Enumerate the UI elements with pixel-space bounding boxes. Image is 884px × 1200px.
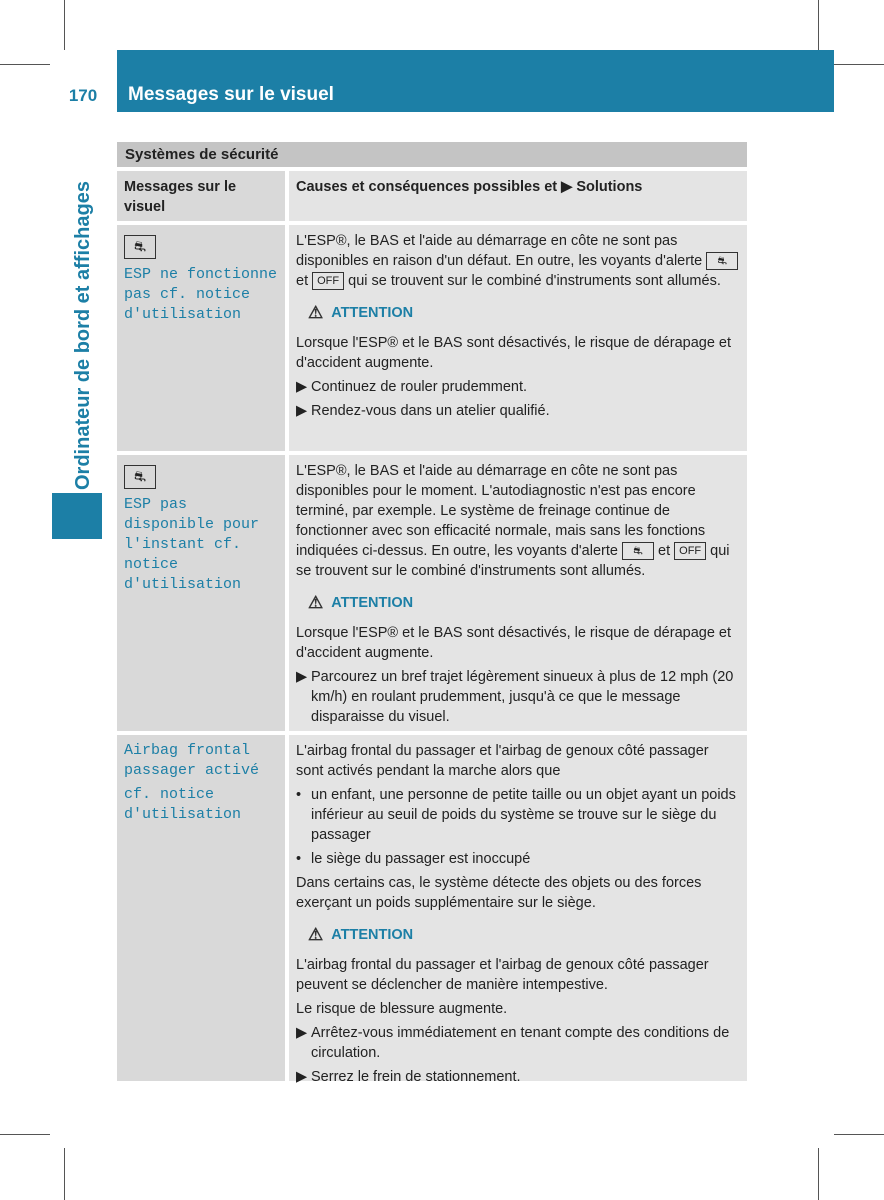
cause-cell xyxy=(289,735,747,1085)
warning-text: Lorsque l'ESP® et le BAS sont désactivés, le risque de dérapage et d'accident augmente. xyxy=(296,625,732,661)
attention-label: ATTENTION xyxy=(331,305,414,321)
bullet-icon: • xyxy=(296,787,302,803)
message-table xyxy=(117,142,747,1085)
step-arrow-icon: ▶ xyxy=(296,403,308,419)
warning-triangle-icon: ⚠ xyxy=(308,925,324,944)
step-arrow-icon: ▶ xyxy=(296,1025,308,1041)
warning-text: Lorsque l'ESP® et le BAS sont désactivés, le risque de dérapage et d'accident augmente. xyxy=(296,335,732,371)
table-row xyxy=(117,735,747,1085)
solution-step xyxy=(296,401,740,421)
cause-text-part: qui se trouvent sur le combiné d'instruments sont allumés. xyxy=(348,273,721,289)
warning-triangle-icon: ⚠ xyxy=(308,303,324,322)
condition-item xyxy=(296,785,740,845)
cause-text-part: et xyxy=(658,543,671,559)
attention-heading xyxy=(308,303,740,323)
attention-label: ATTENTION xyxy=(331,595,414,611)
esp-off-icon: OFF xyxy=(674,542,706,560)
step-arrow-icon: ▶ xyxy=(296,669,308,685)
side-tab-label: Ordinateur de bord et affichages xyxy=(72,181,94,490)
display-message-hint: cf. notice d'utilisation xyxy=(124,786,242,823)
crop-mark xyxy=(64,0,65,50)
esp-warning-icon: ⛐ xyxy=(124,465,156,489)
crop-mark xyxy=(834,1134,884,1135)
esp-warning-icon: ⛐ xyxy=(124,235,156,259)
esp-warning-icon: ⛐ xyxy=(622,542,654,560)
column-header-messages: Messages sur le visuel xyxy=(117,171,285,221)
page-number: 170 xyxy=(68,86,98,105)
cause-text-part: L'ESP®, le BAS et l'aide au démarrage en côte ne sont pas disponibles pour le moment. L'autodiagnostic n'est pas encore terminé, par exemple. Le système de freinage continue de fonctionner avec son efficacité normale, mais sans les fonctions indiquées ci-dessus. En outre, les voyants d'alerte xyxy=(296,463,706,559)
step-arrow-icon: ▶ xyxy=(296,379,308,395)
warning-text: Le risque de blessure augmente. xyxy=(296,1001,508,1017)
message-cell xyxy=(117,225,285,451)
section-title: Systèmes de sécurité xyxy=(117,142,747,167)
cause-text-part: et xyxy=(296,273,309,289)
page-title: Messages sur le visuel xyxy=(128,84,334,105)
attention-heading xyxy=(308,593,740,613)
solution-step xyxy=(296,377,740,397)
solution-step xyxy=(296,1023,740,1063)
cause-text xyxy=(296,461,740,581)
cause-text: L'airbag frontal du passager et l'airbag de genoux côté passager sont activés pendant la marche alors que xyxy=(296,743,709,779)
warning-text: L'airbag frontal du passager et l'airbag de genoux côté passager peuvent se déclencher de manière intempestive. xyxy=(296,957,709,993)
column-header-causes: Causes et conséquences possibles et ▶ Solutions xyxy=(289,171,747,221)
display-message: Airbag frontal passager activé xyxy=(124,742,260,779)
condition-item xyxy=(296,849,740,869)
condition-text: le siège du passager est inoccupé xyxy=(311,851,531,867)
cause-text xyxy=(296,231,740,291)
attention-label: ATTENTION xyxy=(331,927,414,943)
bullet-icon: • xyxy=(296,851,302,867)
cause-text-part: L'ESP®, le BAS et l'aide au démarrage en côte ne sont pas disponibles en raison d'un défaut. En outre, les voyants d'alerte xyxy=(296,233,703,269)
cause-cell xyxy=(289,225,747,451)
crop-mark xyxy=(0,1134,50,1135)
side-tab-marker xyxy=(52,493,102,539)
condition-text: un enfant, une personne de petite taille ou un objet ayant un poids inférieur au seuil de poids du système se trouve sur le siège du passager xyxy=(311,787,736,843)
step-arrow-icon: ▶ xyxy=(296,1069,308,1085)
warning-triangle-icon: ⚠ xyxy=(308,593,324,612)
solution-step xyxy=(296,667,740,727)
cause-cell xyxy=(289,455,747,731)
step-text: Rendez-vous dans un atelier qualifié. xyxy=(311,403,550,419)
solution-step xyxy=(296,1067,740,1087)
display-message: ESP ne fonctionne pas cf. notice d'utilisation xyxy=(124,266,278,323)
crop-mark xyxy=(818,1148,819,1200)
crop-mark xyxy=(834,64,884,65)
crop-mark xyxy=(0,64,50,65)
table-row xyxy=(117,225,747,451)
display-message: ESP pas disponible pour l'instant cf. notice d'utilisation xyxy=(124,496,260,593)
crop-mark xyxy=(818,0,819,50)
esp-warning-icon: ⛐ xyxy=(706,252,738,270)
attention-heading xyxy=(308,925,740,945)
esp-off-icon: OFF xyxy=(312,272,344,290)
table-header-row xyxy=(117,171,747,221)
step-text: Serrez le frein de stationnement. xyxy=(311,1069,521,1085)
message-cell xyxy=(117,735,285,1081)
step-text: Continuez de rouler prudemment. xyxy=(311,379,528,395)
crop-mark xyxy=(64,1148,65,1200)
table-row xyxy=(117,455,747,731)
cause-text: Dans certains cas, le système détecte des objets ou des forces exerçant un poids supplémentaire sur le siège. xyxy=(296,875,702,911)
step-text: Parcourez un bref trajet légèrement sinueux à plus de 12 mph (20 km/h) en roulant prudemment, jusqu'à ce que le message disparaisse du visuel. xyxy=(311,669,734,725)
step-text: Arrêtez-vous immédiatement en tenant compte des conditions de circulation. xyxy=(311,1025,730,1061)
message-cell xyxy=(117,455,285,731)
cause-text-part: qui se trouvent sur le combiné d'instruments sont allumés. xyxy=(296,543,730,579)
